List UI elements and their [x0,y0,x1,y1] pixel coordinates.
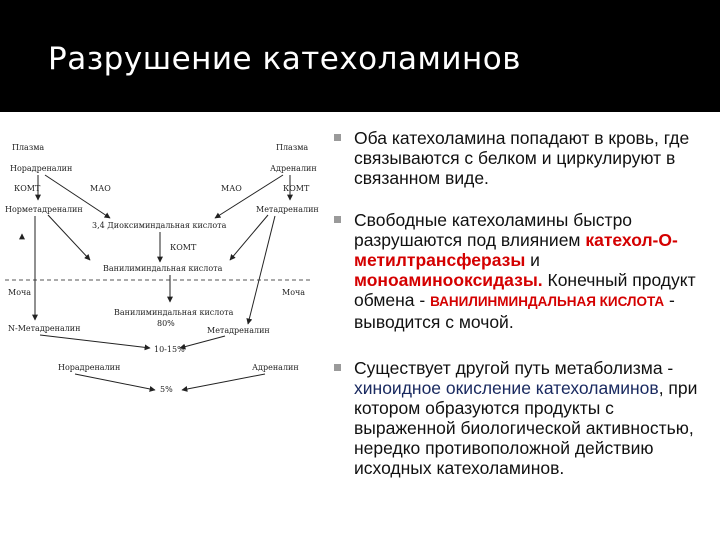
bullet-list [332,128,717,478]
percent-80-label: 80% [157,319,175,328]
dioxymandelic-acid-label: 3,4 Диоксиминдальная кислота [92,221,227,230]
bullet-1-text: Оба катехоламина попадают в кровь, где связываются с белком и циркулируют в связанном виде. [354,128,690,188]
bullet-3-text-1: Существует другой путь метаболизма - [354,358,674,378]
komt-right-label: КОМТ [283,184,310,193]
bullet-2-text-4: - выводится с мочой. [354,290,675,332]
vanillylmandelic-acid-label-1: Ванилиминдальная кислота [103,264,223,273]
adrenaline-bottom-label: Адреналин [252,363,299,372]
bullet-marker [334,216,341,223]
catecholamine-metabolism-diagram [0,112,330,412]
urine-left-label: Моча [8,288,32,297]
bullet-3-text-2: , при котором образуются продукты с выраженной биологической активностью, нередко противоположной действию исходных катехоламинов. [354,378,698,478]
normetadrenaline-label: Норметадреналин [5,205,83,214]
adrenaline-top-label: Адреналин [270,164,317,173]
komt-center-label: КОМТ [170,243,197,252]
quinoid-oxidation-term: хиноидное окисление катехоламинов [354,378,659,398]
percent-10-15-label: 10-15% [154,345,185,354]
komt-left-label: КОМТ [14,184,41,193]
metadrenaline-bottom-label: Метадреналин [207,326,270,335]
bullet-marker [334,134,341,141]
mao-right-label: МАО [221,184,242,193]
bullet-item-3 [332,358,717,478]
slide-title: Разрушение катехоламинов [48,41,521,77]
bullet-item-1 [332,128,717,188]
catechol-o-methyltransferase-term: катехол-О-метилтрансферазы [354,230,678,270]
n-metadrenaline-label: N-Метадреналин [8,324,81,333]
urine-right-label: Моча [282,288,306,297]
noradrenaline-top-label: Норадреналин [10,164,73,173]
percent-5-label: 5% [160,385,173,394]
monoamine-oxidase-term: моноаминооксидазы. [354,270,543,290]
noradrenaline-bottom-label: Норадреналин [58,363,121,372]
vanillylmandelic-acid-label-2: Ванилиминдальная кислота [114,308,234,317]
vanillylmandelic-acid-term: ВАНИЛИНМИНДАЛЬНАЯ КИСЛОТА [430,294,665,309]
bullet-item-2 [332,210,717,332]
bullet-marker [334,364,341,371]
bullet-2-text-3: Конечный продукт обмена - [354,270,696,310]
metadrenaline-top-label: Метадреналин [256,205,319,214]
bullet-2-text-1: Свободные катехоламины быстро разрушаются под влиянием [354,210,633,250]
mao-left-label: МАО [90,184,111,193]
plasma-left-label: Плазма [12,143,45,152]
bullet-2-text-2: и [525,250,540,270]
title-bar [0,0,720,112]
plasma-right-label: Плазма [276,143,309,152]
